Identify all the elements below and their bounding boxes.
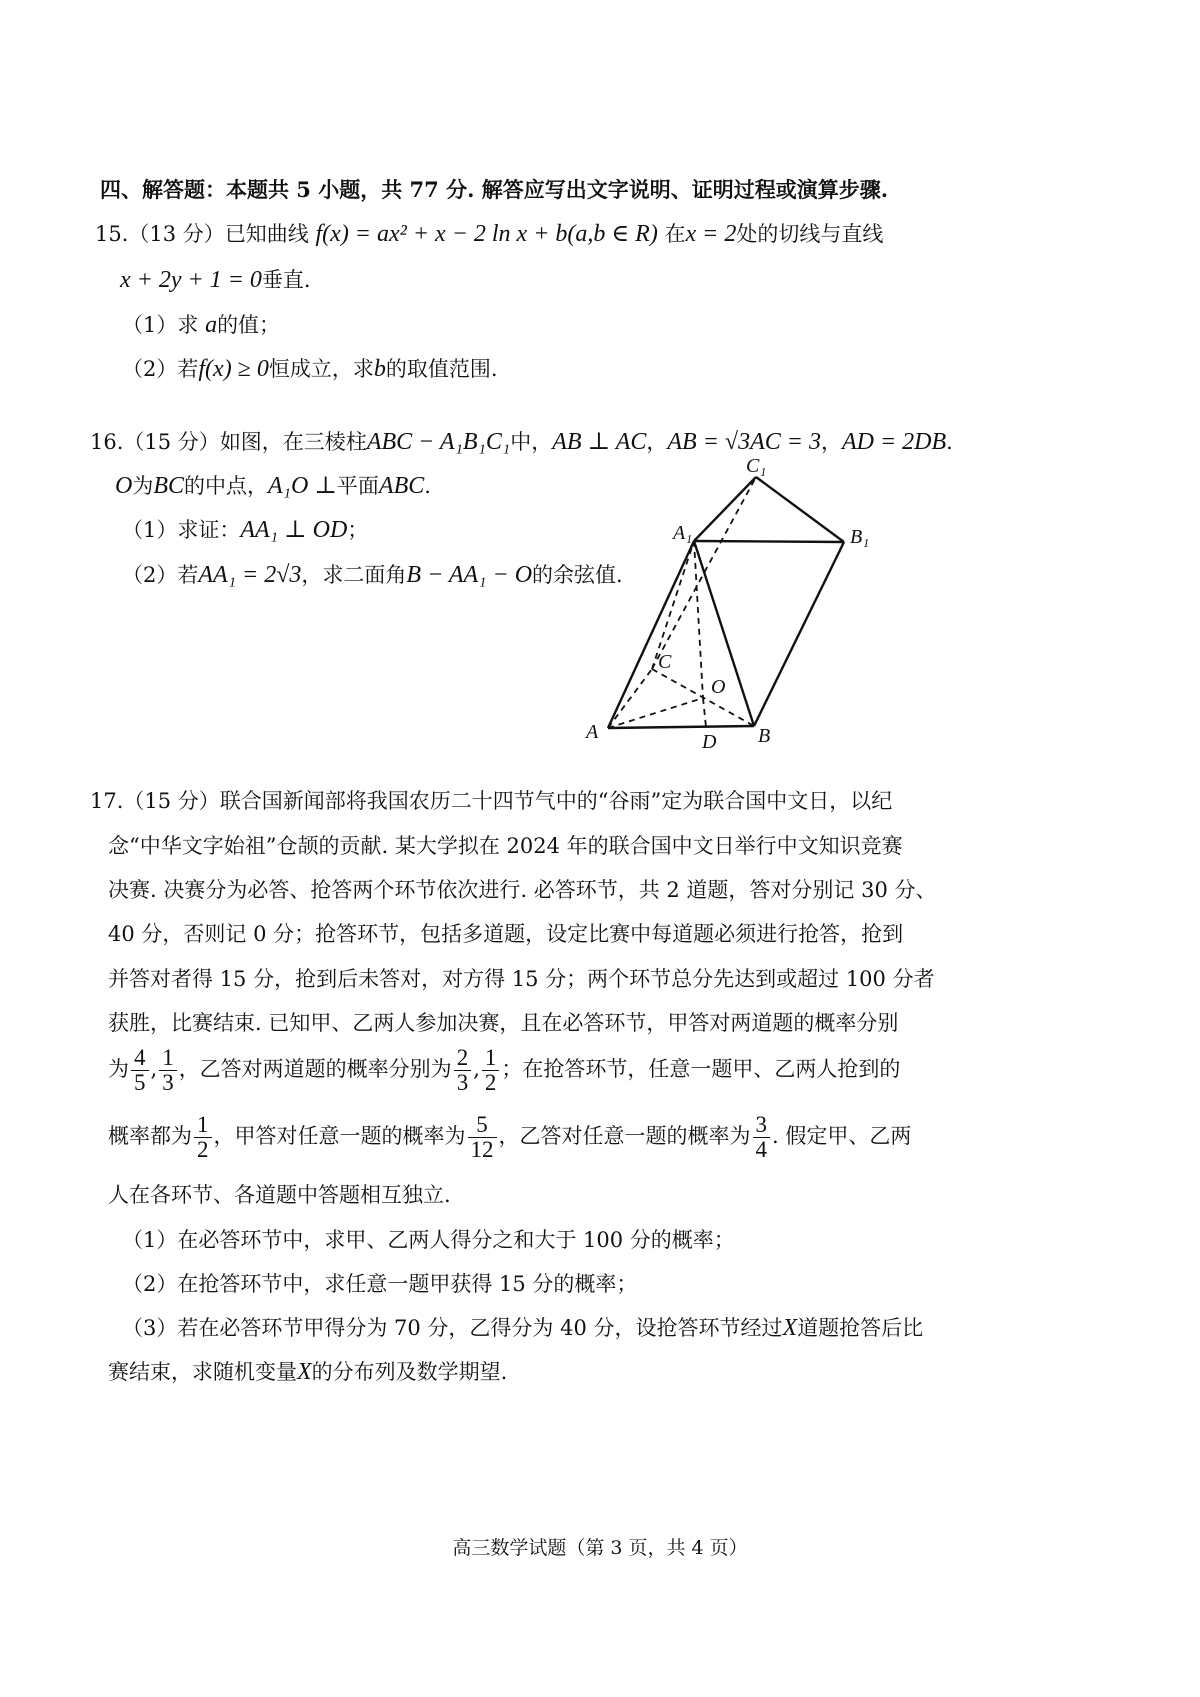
- q16-text: 平面: [336, 474, 379, 498]
- q17-line-1: [90, 787, 892, 815]
- q15-part-1-number: （1）: [122, 313, 178, 337]
- page-footer: 高三数学试题（第 3 页，共 4 页）: [452, 1537, 748, 1559]
- q17-line-8: [108, 1108, 911, 1164]
- q16-number: 16.: [90, 430, 124, 454]
- q16-part-1-expression: AA₁ ⊥ OD: [240, 517, 348, 543]
- q17-part-3-cont: [108, 1358, 507, 1386]
- q16-part-2-text: 的余弦值.: [532, 563, 623, 587]
- q17-text: 为: [108, 1057, 129, 1081]
- q16-part-2-text: ，求二面角: [301, 563, 407, 587]
- q17-text: . 假定甲、乙两: [772, 1124, 912, 1148]
- q15-line-2: [120, 266, 311, 294]
- q16-var: O: [115, 473, 133, 499]
- q17-line-5: 并答对者得 15 分，抢到后未答对，对方得 15 分；两个环节总分先达到或超过 100 分者: [108, 967, 935, 991]
- q16-text: 如图，在三棱柱: [219, 430, 367, 454]
- q15-part-2-number: （2）: [122, 357, 178, 381]
- fraction-denominator: 2: [484, 1070, 497, 1095]
- fraction-5-12: [468, 1113, 497, 1162]
- fraction-2-3: [454, 1046, 472, 1095]
- fraction-3-4: [753, 1113, 771, 1162]
- fraction-numerator: 1: [194, 1113, 212, 1138]
- q16-line-2: [115, 472, 431, 500]
- edge-a1-c1: [694, 477, 756, 541]
- q17-text: 联合国新闻部将我国农历二十四节气中的“谷雨”定为联合国中文日，以纪: [219, 789, 893, 813]
- fraction-denominator: 4: [755, 1137, 767, 1162]
- fraction-denominator: 3: [456, 1070, 469, 1095]
- q17-part-3: [122, 1314, 923, 1342]
- q16-text: ，: [820, 430, 842, 454]
- fraction-numerator: 4: [131, 1046, 149, 1071]
- q16-part-2-expression: AA₁ = 2√3: [198, 562, 302, 588]
- q16-condition-3: AD = 2DB: [841, 429, 947, 455]
- q15-text: 处的切线与直线: [736, 222, 884, 246]
- fraction-denominator: 2: [197, 1137, 209, 1162]
- edge-a-a1: [608, 541, 694, 728]
- q16-text: 中，: [510, 430, 553, 454]
- q15-part-2-text: 若: [177, 357, 199, 381]
- fraction-denominator: 12: [470, 1137, 494, 1162]
- q17-line-7: [108, 1041, 900, 1097]
- q17-text: ,: [473, 1057, 480, 1081]
- q17-line-3: 决赛. 决赛分为必答、抢答两个环节依次进行. 必答环节，共 2 道题，答对分别记 30 分、: [108, 878, 937, 902]
- q17-text: ；在抢答环节，任意一题甲、乙两人抢到的: [501, 1057, 901, 1081]
- q16-part-1-text: ；: [347, 518, 369, 542]
- q17-variable: X: [297, 1359, 312, 1385]
- fraction-numerator: 1: [482, 1046, 500, 1071]
- q16-var: BC: [153, 473, 185, 499]
- fraction-numerator: 1: [159, 1046, 177, 1071]
- prism-figure: [570, 455, 870, 760]
- q16-text: ，: [646, 430, 668, 454]
- label-c1: C₁: [746, 455, 767, 477]
- q17-text: 道题抢答后比: [797, 1316, 924, 1340]
- q16-condition-2: AB = √3AC = 3: [667, 429, 821, 455]
- label-a1: A₁: [673, 522, 693, 544]
- q15-part-2-text: 恒成立，求: [268, 357, 374, 381]
- section-title: 四、解答题：本题共 5 小题，共 77 分. 解答应写出文字说明、证明过程或演算步骤.: [100, 177, 889, 202]
- label-c: C: [658, 651, 672, 673]
- q15-part-2-inequality: f(x) ≥ 0: [198, 356, 269, 382]
- fraction-1-2: [482, 1046, 500, 1095]
- label-d: D: [702, 731, 717, 753]
- edge-c1-b1: [756, 477, 844, 542]
- q15-line-1: [95, 220, 883, 248]
- q17-text: （3）若在必答环节甲得分为 70 分，乙得分为 40 分，设抢答环节经过: [122, 1316, 783, 1340]
- q17-part-1: （1）在必答环节中，求甲、乙两人得分之和大于 100 分的概率；: [122, 1228, 735, 1252]
- q15-line-equation: x + 2y + 1 = 0: [120, 267, 262, 293]
- fraction-denominator: 5: [134, 1070, 146, 1095]
- q16-text: 的中点，: [184, 474, 269, 498]
- q16-part-2-text: 若: [177, 563, 199, 587]
- q16-plane: ABC: [378, 473, 425, 499]
- q17-line-4: 40 分，否则记 0 分；抢答环节，包括多道题，设定比赛中每道题必须进行抢答，抢到: [108, 922, 904, 946]
- q15-text: 已知曲线: [224, 222, 309, 246]
- q16-text: .: [424, 474, 431, 498]
- q15-part-2: [122, 355, 498, 383]
- q15-function: f(x) = ax² + x − 2 ln x + b(a,b ∈ R): [315, 221, 658, 247]
- q17-text: ，乙答对两道题的概率分别为: [178, 1057, 452, 1081]
- fraction-numerator: 5: [468, 1113, 497, 1138]
- q17-line-6: 获胜，比赛结束. 已知甲、乙两人参加决赛，且在必答环节，甲答对两道题的概率分别: [108, 1011, 899, 1035]
- label-b1: B₁: [850, 526, 870, 548]
- q17-score: （15 分）: [123, 789, 220, 813]
- fraction-numerator: 2: [454, 1046, 472, 1071]
- label-b: B: [758, 725, 771, 747]
- fraction-numerator: 3: [753, 1113, 771, 1138]
- q16-text: 为: [132, 474, 154, 498]
- q15-part-2-text: 的取值范围.: [385, 357, 498, 381]
- fraction-denominator: 3: [162, 1070, 174, 1095]
- q15-part-2-variable: b: [373, 356, 386, 382]
- q17-text: ，乙答对任意一题的概率为: [498, 1124, 751, 1148]
- edge-c-a1-hidden: [652, 541, 694, 669]
- q17-part-2: （2）在抢答环节中，求任意一题甲获得 15 分的概率；: [122, 1272, 638, 1296]
- fraction-4-5: [131, 1046, 149, 1095]
- q16-part-1: [122, 516, 368, 544]
- q17-text: ,: [150, 1057, 158, 1081]
- q16-part-2: [122, 561, 623, 589]
- q16-text: .: [946, 430, 953, 454]
- q16-line-1: [90, 428, 953, 456]
- q17-text: 的分布列及数学期望.: [311, 1360, 508, 1384]
- q15-number: 15.: [95, 222, 129, 246]
- q16-part-1-text: 求证：: [177, 518, 241, 542]
- q15-part-1: [122, 311, 280, 339]
- q17-variable: X: [782, 1315, 798, 1341]
- edge-a-b: [608, 726, 754, 728]
- q17-number: 17.: [90, 789, 124, 813]
- q17-line-2: 念“中华文字始祖”仓颉的贡献. 某大学拟在 2024 年的联合国中文日举行中文知识竞赛: [108, 834, 903, 858]
- q17-text: 赛结束，求随机变量: [108, 1360, 297, 1384]
- q15-text: 垂直.: [261, 268, 311, 292]
- q16-part-2-number: （2）: [122, 563, 178, 587]
- segment-o-d-hidden: [703, 698, 706, 727]
- q15-part-1-text: 求: [177, 313, 199, 337]
- q15-part-1-text: 的值；: [217, 313, 281, 337]
- q17-text: 概率都为: [108, 1124, 192, 1148]
- q16-condition: A₁O ⊥: [268, 473, 337, 499]
- segment-a-o-hidden: [608, 698, 703, 728]
- q15-text: 在: [664, 222, 686, 246]
- q16-part-2-angle: B − AA₁ − O: [406, 562, 533, 588]
- q16-part-1-number: （1）: [122, 518, 178, 542]
- fraction-1-2: [194, 1113, 212, 1162]
- label-a: A: [586, 721, 599, 743]
- q15-condition: x = 2: [685, 221, 737, 247]
- label-o: O: [711, 676, 726, 698]
- q16-prism: ABC − A₁B₁C₁: [366, 429, 511, 455]
- q17-text: ，甲答对任意一题的概率为: [213, 1124, 466, 1148]
- edge-b1-b: [754, 542, 844, 726]
- q15-score: （13 分）: [128, 222, 225, 246]
- q15-part-1-variable: a: [205, 312, 218, 338]
- q16-condition-1: AB ⊥ AC: [552, 429, 647, 455]
- edge-a1-b1: [694, 541, 844, 542]
- q17-line-9: 人在各环节、各道题中答题相互独立.: [108, 1183, 451, 1207]
- fraction-1-3: [159, 1046, 177, 1095]
- q16-score: （15 分）: [123, 430, 220, 454]
